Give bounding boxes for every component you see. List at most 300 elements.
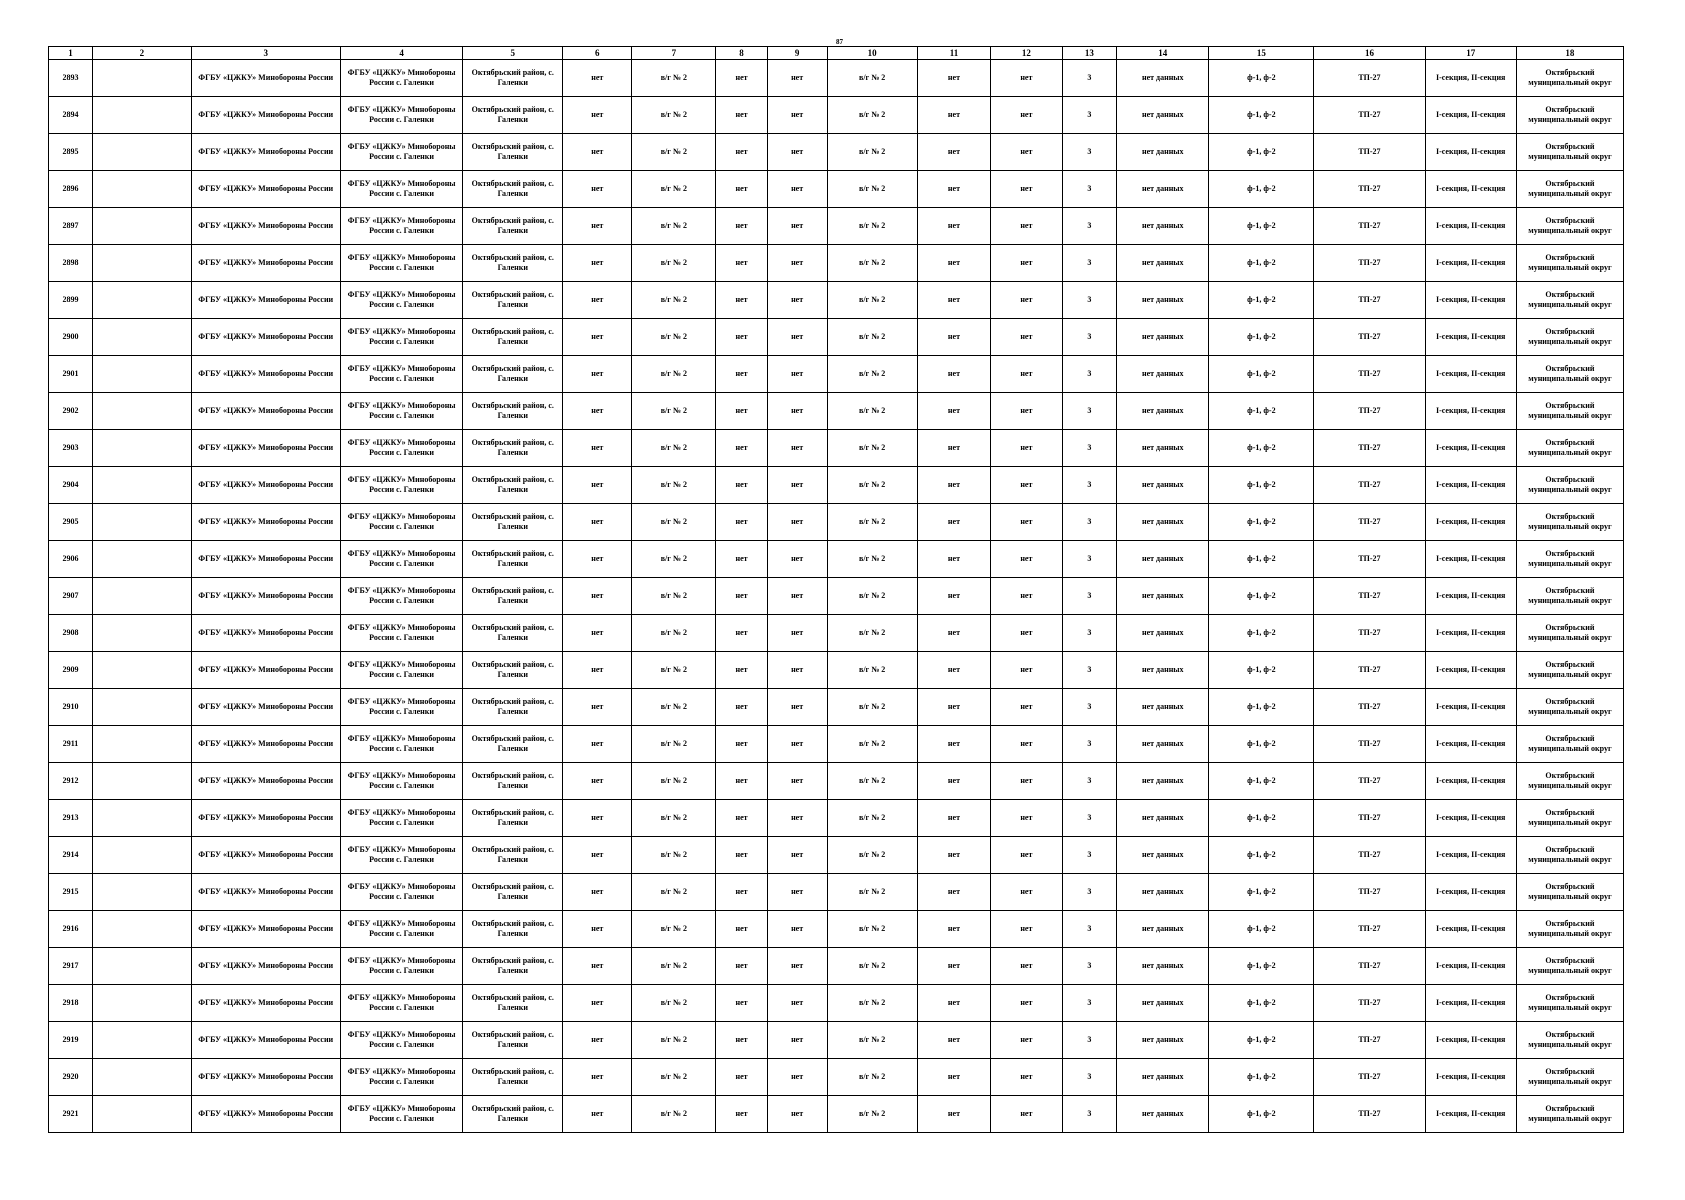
column-14-cell: нет данных [1117, 1022, 1209, 1059]
owner-cell: ФГБУ «ЦЖКУ» Минобороны России [191, 948, 340, 985]
column-8-cell: нет [716, 504, 767, 541]
column-9-cell: нет [767, 171, 827, 208]
column-6-cell: нет [563, 689, 632, 726]
column-13-cell: 3 [1062, 985, 1117, 1022]
table-row [49, 578, 1624, 615]
location-cell: Октябрьский район, с. Галенки [463, 1022, 563, 1059]
column-16-cell: ТП-27 [1314, 800, 1425, 837]
column-16-cell: ТП-27 [1314, 1022, 1425, 1059]
column-12-cell: нет [991, 1022, 1062, 1059]
column-14-cell: нет данных [1117, 97, 1209, 134]
holder-cell: ФГБУ «ЦЖКУ» Минобороны России с. Галенки [340, 134, 463, 171]
column-11-cell: нет [917, 652, 990, 689]
column-7-cell: в/г № 2 [632, 245, 716, 282]
column-18-cell: Октябрьский муниципальный округ [1516, 763, 1623, 800]
row-number: 2894 [49, 97, 93, 134]
column-14-cell: нет данных [1117, 615, 1209, 652]
column-13-cell: 3 [1062, 245, 1117, 282]
column-18-cell: Октябрьский муниципальный округ [1516, 134, 1623, 171]
column-8-cell: нет [716, 689, 767, 726]
holder-cell: ФГБУ «ЦЖКУ» Минобороны России с. Галенки [340, 800, 463, 837]
holder-cell: ФГБУ «ЦЖКУ» Минобороны России с. Галенки [340, 356, 463, 393]
column-10-cell: в/г № 2 [827, 134, 917, 171]
column-18-cell: Октябрьский муниципальный округ [1516, 800, 1623, 837]
column-9-cell: нет [767, 800, 827, 837]
column-18-cell: Октябрьский муниципальный округ [1516, 208, 1623, 245]
column-7-cell: в/г № 2 [632, 726, 716, 763]
column-6-cell: нет [563, 578, 632, 615]
column-14-cell: нет данных [1117, 726, 1209, 763]
column-2-cell [93, 837, 192, 874]
column-10-cell: в/г № 2 [827, 504, 917, 541]
owner-cell: ФГБУ «ЦЖКУ» Минобороны России [191, 652, 340, 689]
column-8-cell: нет [716, 837, 767, 874]
column-13-cell: 3 [1062, 467, 1117, 504]
column-2-cell [93, 541, 192, 578]
table-row [49, 430, 1624, 467]
column-17-cell: I-секция, II-секция [1425, 800, 1516, 837]
table-row [49, 208, 1624, 245]
owner-cell: ФГБУ «ЦЖКУ» Минобороны России [191, 208, 340, 245]
column-7-cell: в/г № 2 [632, 504, 716, 541]
column-18-cell: Октябрьский муниципальный округ [1516, 282, 1623, 319]
column-2-cell [93, 948, 192, 985]
holder-cell: ФГБУ «ЦЖКУ» Минобороны России с. Галенки [340, 504, 463, 541]
location-cell: Октябрьский район, с. Галенки [463, 541, 563, 578]
column-18-cell: Октябрьский муниципальный округ [1516, 1022, 1623, 1059]
column-2-cell [93, 800, 192, 837]
column-17-cell: I-секция, II-секция [1425, 689, 1516, 726]
row-number: 2913 [49, 800, 93, 837]
column-16-cell: ТП-27 [1314, 134, 1425, 171]
column-15-cell: ф-1, ф-2 [1209, 319, 1314, 356]
location-cell: Октябрьский район, с. Галенки [463, 319, 563, 356]
column-2-cell [93, 985, 192, 1022]
column-6-cell: нет [563, 948, 632, 985]
column-10-cell: в/г № 2 [827, 1059, 917, 1096]
column-10-cell: в/г № 2 [827, 208, 917, 245]
column-9-cell: нет [767, 837, 827, 874]
location-cell: Октябрьский район, с. Галенки [463, 467, 563, 504]
table-row [49, 800, 1624, 837]
owner-cell: ФГБУ «ЦЖКУ» Минобороны России [191, 1059, 340, 1096]
location-cell: Октябрьский район, с. Галенки [463, 171, 563, 208]
table-row [49, 319, 1624, 356]
row-number: 2901 [49, 356, 93, 393]
column-15-cell: ф-1, ф-2 [1209, 763, 1314, 800]
column-13-cell: 3 [1062, 763, 1117, 800]
location-cell: Октябрьский район, с. Галенки [463, 1096, 563, 1133]
column-header-12: 12 [991, 47, 1062, 60]
row-number: 2898 [49, 245, 93, 282]
column-9-cell: нет [767, 541, 827, 578]
column-header-13: 13 [1062, 47, 1117, 60]
column-16-cell: ТП-27 [1314, 467, 1425, 504]
table-row [49, 171, 1624, 208]
column-6-cell: нет [563, 97, 632, 134]
column-7-cell: в/г № 2 [632, 615, 716, 652]
column-8-cell: нет [716, 615, 767, 652]
column-10-cell: в/г № 2 [827, 430, 917, 467]
row-number: 2921 [49, 1096, 93, 1133]
column-10-cell: в/г № 2 [827, 763, 917, 800]
row-number: 2895 [49, 134, 93, 171]
column-8-cell: нет [716, 393, 767, 430]
column-11-cell: нет [917, 430, 990, 467]
column-13-cell: 3 [1062, 97, 1117, 134]
column-9-cell: нет [767, 467, 827, 504]
row-number: 2904 [49, 467, 93, 504]
column-18-cell: Октябрьский муниципальный округ [1516, 874, 1623, 911]
table-body [49, 60, 1624, 1133]
owner-cell: ФГБУ «ЦЖКУ» Минобороны России [191, 1096, 340, 1133]
column-6-cell: нет [563, 800, 632, 837]
owner-cell: ФГБУ «ЦЖКУ» Минобороны России [191, 874, 340, 911]
holder-cell: ФГБУ «ЦЖКУ» Минобороны России с. Галенки [340, 911, 463, 948]
column-11-cell: нет [917, 800, 990, 837]
column-11-cell: нет [917, 282, 990, 319]
table-row [49, 911, 1624, 948]
row-number: 2912 [49, 763, 93, 800]
column-6-cell: нет [563, 763, 632, 800]
column-15-cell: ф-1, ф-2 [1209, 60, 1314, 97]
column-16-cell: ТП-27 [1314, 356, 1425, 393]
column-17-cell: I-секция, II-секция [1425, 948, 1516, 985]
column-2-cell [93, 356, 192, 393]
column-15-cell: ф-1, ф-2 [1209, 208, 1314, 245]
location-cell: Октябрьский район, с. Галенки [463, 504, 563, 541]
column-13-cell: 3 [1062, 1022, 1117, 1059]
column-2-cell [93, 430, 192, 467]
column-15-cell: ф-1, ф-2 [1209, 171, 1314, 208]
table-row [49, 1059, 1624, 1096]
column-18-cell: Октябрьский муниципальный округ [1516, 319, 1623, 356]
column-12-cell: нет [991, 1096, 1062, 1133]
column-6-cell: нет [563, 430, 632, 467]
column-13-cell: 3 [1062, 504, 1117, 541]
column-14-cell: нет данных [1117, 1096, 1209, 1133]
column-9-cell: нет [767, 689, 827, 726]
column-10-cell: в/г № 2 [827, 1022, 917, 1059]
owner-cell: ФГБУ «ЦЖКУ» Минобороны России [191, 97, 340, 134]
row-number: 2897 [49, 208, 93, 245]
column-18-cell: Октябрьский муниципальный округ [1516, 578, 1623, 615]
column-11-cell: нет [917, 504, 990, 541]
column-12-cell: нет [991, 874, 1062, 911]
column-13-cell: 3 [1062, 689, 1117, 726]
table-row [49, 1022, 1624, 1059]
column-11-cell: нет [917, 874, 990, 911]
location-cell: Октябрьский район, с. Галенки [463, 578, 563, 615]
location-cell: Октябрьский район, с. Галенки [463, 356, 563, 393]
column-6-cell: нет [563, 171, 632, 208]
column-15-cell: ф-1, ф-2 [1209, 1059, 1314, 1096]
holder-cell: ФГБУ «ЦЖКУ» Минобороны России с. Галенки [340, 837, 463, 874]
column-6-cell: нет [563, 615, 632, 652]
row-number: 2914 [49, 837, 93, 874]
column-header-15: 15 [1209, 47, 1314, 60]
column-8-cell: нет [716, 800, 767, 837]
column-8-cell: нет [716, 578, 767, 615]
column-17-cell: I-секция, II-секция [1425, 726, 1516, 763]
holder-cell: ФГБУ «ЦЖКУ» Минобороны России с. Галенки [340, 948, 463, 985]
column-8-cell: нет [716, 1059, 767, 1096]
column-18-cell: Октябрьский муниципальный округ [1516, 171, 1623, 208]
column-13-cell: 3 [1062, 874, 1117, 911]
column-12-cell: нет [991, 60, 1062, 97]
location-cell: Октябрьский район, с. Галенки [463, 430, 563, 467]
column-6-cell: нет [563, 319, 632, 356]
column-10-cell: в/г № 2 [827, 1096, 917, 1133]
column-18-cell: Октябрьский муниципальный округ [1516, 97, 1623, 134]
column-8-cell: нет [716, 245, 767, 282]
column-16-cell: ТП-27 [1314, 874, 1425, 911]
column-18-cell: Октябрьский муниципальный округ [1516, 652, 1623, 689]
location-cell: Октябрьский район, с. Галенки [463, 282, 563, 319]
column-7-cell: в/г № 2 [632, 763, 716, 800]
column-13-cell: 3 [1062, 652, 1117, 689]
column-7-cell: в/г № 2 [632, 837, 716, 874]
owner-cell: ФГБУ «ЦЖКУ» Минобороны России [191, 467, 340, 504]
row-number: 2900 [49, 319, 93, 356]
column-11-cell: нет [917, 763, 990, 800]
holder-cell: ФГБУ «ЦЖКУ» Минобороны России с. Галенки [340, 985, 463, 1022]
owner-cell: ФГБУ «ЦЖКУ» Минобороны России [191, 689, 340, 726]
column-2-cell [93, 1022, 192, 1059]
column-11-cell: нет [917, 97, 990, 134]
column-7-cell: в/г № 2 [632, 800, 716, 837]
column-17-cell: I-секция, II-секция [1425, 578, 1516, 615]
column-6-cell: нет [563, 60, 632, 97]
column-15-cell: ф-1, ф-2 [1209, 282, 1314, 319]
row-number: 2915 [49, 874, 93, 911]
column-11-cell: нет [917, 356, 990, 393]
column-8-cell: нет [716, 1022, 767, 1059]
column-16-cell: ТП-27 [1314, 504, 1425, 541]
column-17-cell: I-секция, II-секция [1425, 1022, 1516, 1059]
column-18-cell: Октябрьский муниципальный округ [1516, 541, 1623, 578]
column-17-cell: I-секция, II-секция [1425, 615, 1516, 652]
column-12-cell: нет [991, 393, 1062, 430]
column-17-cell: I-секция, II-секция [1425, 171, 1516, 208]
row-number: 2906 [49, 541, 93, 578]
column-12-cell: нет [991, 541, 1062, 578]
column-16-cell: ТП-27 [1314, 208, 1425, 245]
column-11-cell: нет [917, 1096, 990, 1133]
column-12-cell: нет [991, 319, 1062, 356]
column-16-cell: ТП-27 [1314, 430, 1425, 467]
column-9-cell: нет [767, 948, 827, 985]
column-2-cell [93, 282, 192, 319]
column-6-cell: нет [563, 837, 632, 874]
holder-cell: ФГБУ «ЦЖКУ» Минобороны России с. Галенки [340, 208, 463, 245]
column-header-10: 10 [827, 47, 917, 60]
column-15-cell: ф-1, ф-2 [1209, 985, 1314, 1022]
column-16-cell: ТП-27 [1314, 171, 1425, 208]
column-17-cell: I-секция, II-секция [1425, 60, 1516, 97]
holder-cell: ФГБУ «ЦЖКУ» Минобороны России с. Галенки [340, 393, 463, 430]
row-number: 2893 [49, 60, 93, 97]
column-11-cell: нет [917, 1022, 990, 1059]
owner-cell: ФГБУ «ЦЖКУ» Минобороны России [191, 60, 340, 97]
holder-cell: ФГБУ «ЦЖКУ» Минобороны России с. Галенки [340, 578, 463, 615]
column-10-cell: в/г № 2 [827, 837, 917, 874]
column-11-cell: нет [917, 837, 990, 874]
column-13-cell: 3 [1062, 726, 1117, 763]
column-7-cell: в/г № 2 [632, 985, 716, 1022]
column-header-1: 1 [49, 47, 93, 60]
column-6-cell: нет [563, 985, 632, 1022]
column-16-cell: ТП-27 [1314, 763, 1425, 800]
column-14-cell: нет данных [1117, 171, 1209, 208]
table-row [49, 726, 1624, 763]
column-9-cell: нет [767, 1022, 827, 1059]
location-cell: Октябрьский район, с. Галенки [463, 763, 563, 800]
column-10-cell: в/г № 2 [827, 911, 917, 948]
column-10-cell: в/г № 2 [827, 874, 917, 911]
column-17-cell: I-секция, II-секция [1425, 282, 1516, 319]
column-16-cell: ТП-27 [1314, 652, 1425, 689]
column-8-cell: нет [716, 208, 767, 245]
column-6-cell: нет [563, 911, 632, 948]
holder-cell: ФГБУ «ЦЖКУ» Минобороны России с. Галенки [340, 1022, 463, 1059]
column-8-cell: нет [716, 726, 767, 763]
column-7-cell: в/г № 2 [632, 541, 716, 578]
column-14-cell: нет данных [1117, 134, 1209, 171]
column-9-cell: нет [767, 1096, 827, 1133]
owner-cell: ФГБУ «ЦЖКУ» Минобороны России [191, 356, 340, 393]
column-18-cell: Октябрьский муниципальный округ [1516, 356, 1623, 393]
column-12-cell: нет [991, 689, 1062, 726]
owner-cell: ФГБУ «ЦЖКУ» Минобороны России [191, 541, 340, 578]
column-11-cell: нет [917, 60, 990, 97]
column-18-cell: Октябрьский муниципальный округ [1516, 504, 1623, 541]
location-cell: Октябрьский район, с. Галенки [463, 208, 563, 245]
column-11-cell: нет [917, 1059, 990, 1096]
column-header-11: 11 [917, 47, 990, 60]
column-14-cell: нет данных [1117, 837, 1209, 874]
column-14-cell: нет данных [1117, 874, 1209, 911]
holder-cell: ФГБУ «ЦЖКУ» Минобороны России с. Галенки [340, 430, 463, 467]
column-17-cell: I-секция, II-секция [1425, 319, 1516, 356]
column-15-cell: ф-1, ф-2 [1209, 948, 1314, 985]
column-14-cell: нет данных [1117, 504, 1209, 541]
column-8-cell: нет [716, 430, 767, 467]
column-17-cell: I-секция, II-секция [1425, 356, 1516, 393]
column-13-cell: 3 [1062, 578, 1117, 615]
table-row [49, 60, 1624, 97]
column-13-cell: 3 [1062, 1059, 1117, 1096]
column-header-14: 14 [1117, 47, 1209, 60]
column-15-cell: ф-1, ф-2 [1209, 1022, 1314, 1059]
column-header-9: 9 [767, 47, 827, 60]
column-11-cell: нет [917, 393, 990, 430]
column-15-cell: ф-1, ф-2 [1209, 430, 1314, 467]
column-16-cell: ТП-27 [1314, 60, 1425, 97]
column-7-cell: в/г № 2 [632, 356, 716, 393]
column-9-cell: нет [767, 615, 827, 652]
column-11-cell: нет [917, 689, 990, 726]
column-header-16: 16 [1314, 47, 1425, 60]
location-cell: Октябрьский район, с. Галенки [463, 837, 563, 874]
column-9-cell: нет [767, 985, 827, 1022]
column-14-cell: нет данных [1117, 282, 1209, 319]
column-7-cell: в/г № 2 [632, 578, 716, 615]
column-2-cell [93, 615, 192, 652]
row-number: 2907 [49, 578, 93, 615]
column-header-8: 8 [716, 47, 767, 60]
holder-cell: ФГБУ «ЦЖКУ» Минобороны России с. Галенки [340, 245, 463, 282]
holder-cell: ФГБУ «ЦЖКУ» Минобороны России с. Галенки [340, 689, 463, 726]
column-12-cell: нет [991, 615, 1062, 652]
column-15-cell: ф-1, ф-2 [1209, 134, 1314, 171]
column-11-cell: нет [917, 578, 990, 615]
column-11-cell: нет [917, 208, 990, 245]
table-row [49, 763, 1624, 800]
column-7-cell: в/г № 2 [632, 97, 716, 134]
location-cell: Октябрьский район, с. Галенки [463, 393, 563, 430]
column-7-cell: в/г № 2 [632, 948, 716, 985]
column-15-cell: ф-1, ф-2 [1209, 800, 1314, 837]
table-row [49, 134, 1624, 171]
location-cell: Октябрьский район, с. Галенки [463, 60, 563, 97]
column-18-cell: Октябрьский муниципальный округ [1516, 1096, 1623, 1133]
owner-cell: ФГБУ «ЦЖКУ» Минобороны России [191, 911, 340, 948]
column-9-cell: нет [767, 763, 827, 800]
column-12-cell: нет [991, 467, 1062, 504]
column-13-cell: 3 [1062, 60, 1117, 97]
table-row [49, 652, 1624, 689]
owner-cell: ФГБУ «ЦЖКУ» Минобороны России [191, 615, 340, 652]
column-8-cell: нет [716, 652, 767, 689]
row-number: 2908 [49, 615, 93, 652]
column-13-cell: 3 [1062, 134, 1117, 171]
holder-cell: ФГБУ «ЦЖКУ» Минобороны России с. Галенки [340, 467, 463, 504]
row-number: 2909 [49, 652, 93, 689]
column-7-cell: в/г № 2 [632, 282, 716, 319]
column-17-cell: I-секция, II-секция [1425, 541, 1516, 578]
column-10-cell: в/г № 2 [827, 245, 917, 282]
column-13-cell: 3 [1062, 393, 1117, 430]
row-number: 2920 [49, 1059, 93, 1096]
column-10-cell: в/г № 2 [827, 467, 917, 504]
column-7-cell: в/г № 2 [632, 319, 716, 356]
column-10-cell: в/г № 2 [827, 97, 917, 134]
column-11-cell: нет [917, 615, 990, 652]
table-row [49, 504, 1624, 541]
column-12-cell: нет [991, 985, 1062, 1022]
column-6-cell: нет [563, 393, 632, 430]
column-10-cell: в/г № 2 [827, 948, 917, 985]
column-15-cell: ф-1, ф-2 [1209, 726, 1314, 763]
column-10-cell: в/г № 2 [827, 800, 917, 837]
column-6-cell: нет [563, 1059, 632, 1096]
column-10-cell: в/г № 2 [827, 393, 917, 430]
column-7-cell: в/г № 2 [632, 60, 716, 97]
column-15-cell: ф-1, ф-2 [1209, 393, 1314, 430]
column-7-cell: в/г № 2 [632, 689, 716, 726]
column-13-cell: 3 [1062, 430, 1117, 467]
column-8-cell: нет [716, 541, 767, 578]
holder-cell: ФГБУ «ЦЖКУ» Минобороны России с. Галенки [340, 171, 463, 208]
column-16-cell: ТП-27 [1314, 837, 1425, 874]
table-row [49, 245, 1624, 282]
column-15-cell: ф-1, ф-2 [1209, 578, 1314, 615]
owner-cell: ФГБУ «ЦЖКУ» Минобороны России [191, 578, 340, 615]
column-15-cell: ф-1, ф-2 [1209, 689, 1314, 726]
column-9-cell: нет [767, 97, 827, 134]
column-15-cell: ф-1, ф-2 [1209, 356, 1314, 393]
